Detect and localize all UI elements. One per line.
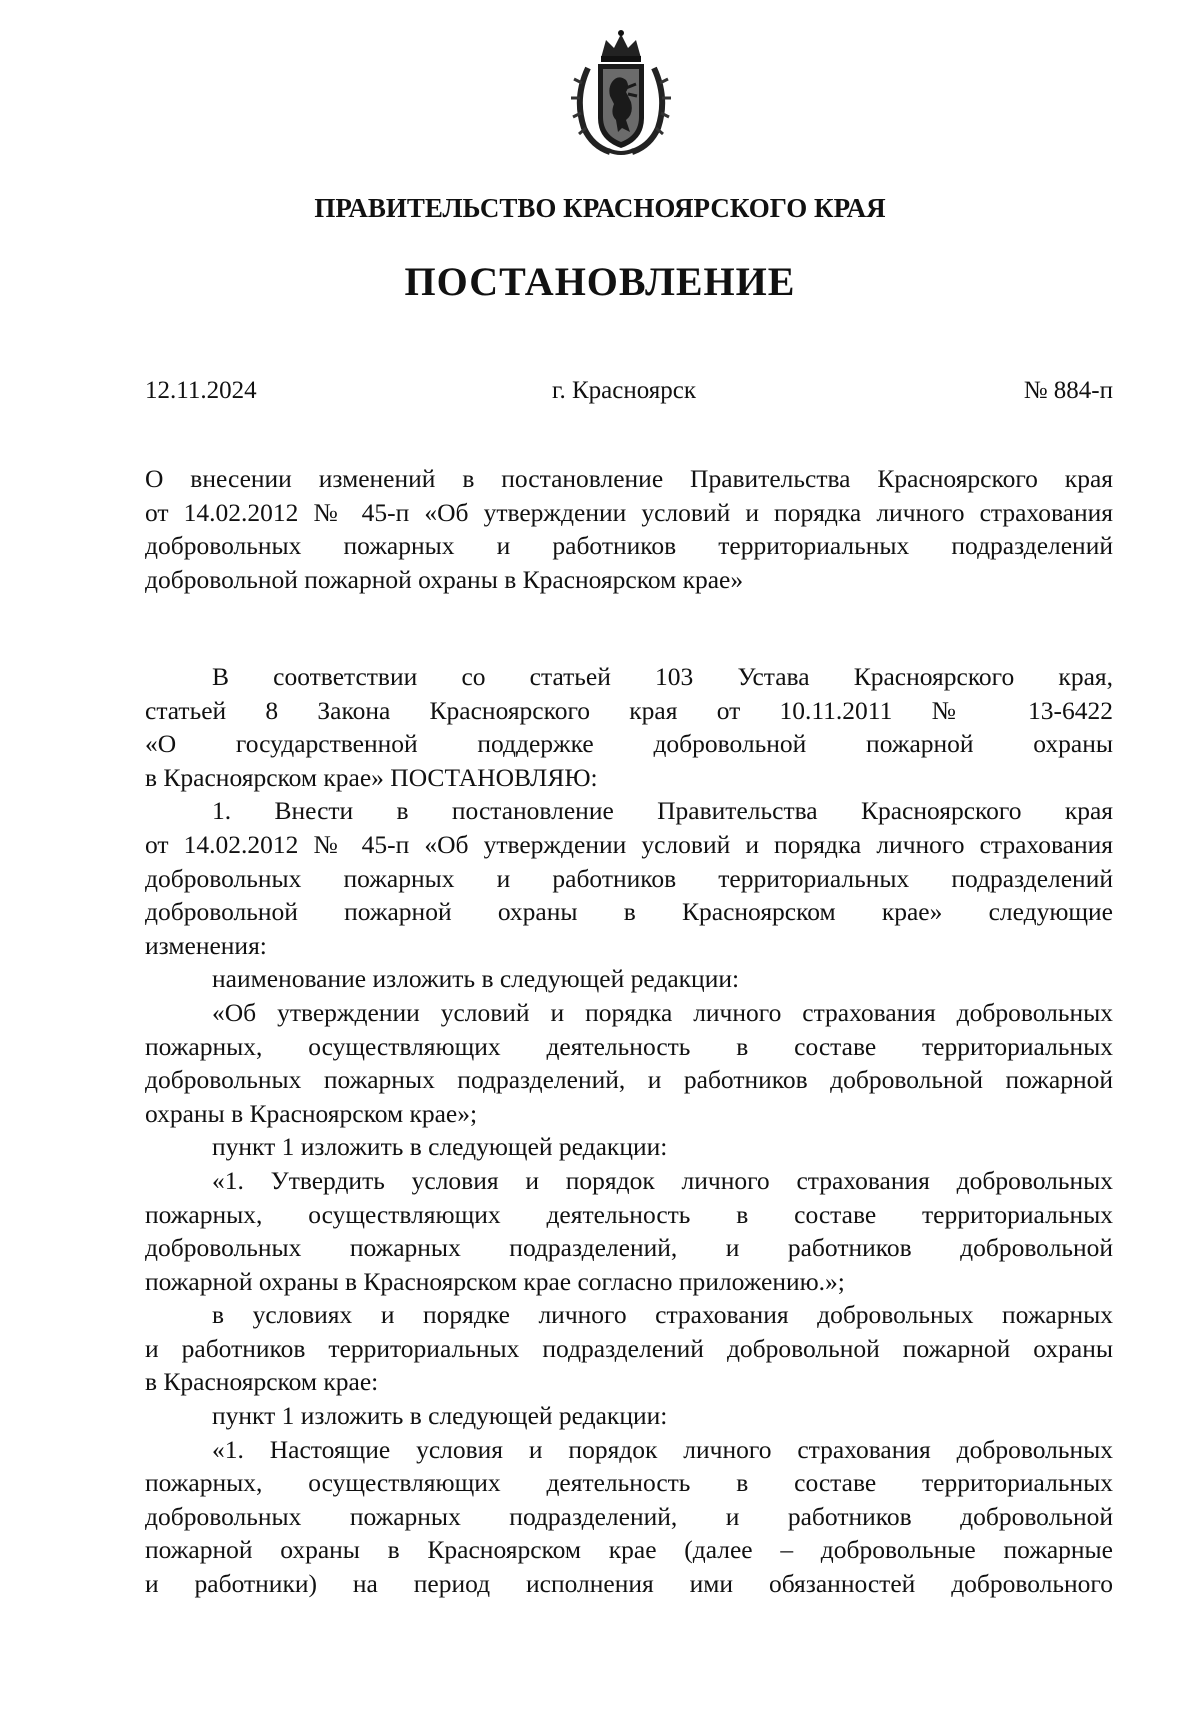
document-date: 12.11.2024 — [145, 377, 257, 404]
body-line: «Об утверждении условий и порядка личного страхования добровольных — [212, 997, 1113, 1027]
body-line: от 14.02.2012 № 45-п «Об утверждении условий и порядка личного страхования — [145, 829, 1113, 859]
document-body — [145, 660, 1113, 1601]
coat-of-arms-icon — [568, 28, 674, 158]
body-line: добровольных пожарных и работников территориальных подразделений — [145, 863, 1113, 893]
subject-line: от 14.02.2012 № 45-п «Об утверждении условий и порядка личного страхования — [145, 497, 1113, 527]
body-line: охраны в Красноярском крае»; — [145, 1098, 478, 1128]
body-line: пожарных, осуществляющих деятельность в составе территориальных — [145, 1031, 1113, 1061]
body-line: пожарной охраны в Красноярском крае согласно приложению.»; — [145, 1266, 845, 1296]
subject-line: О внесении изменений в постановление Правительства Красноярского края — [145, 464, 1113, 493]
body-line: добровольной пожарной охраны в Красноярском крае» следующие — [145, 897, 1113, 927]
body-line: и работники) на период исполнения ими обязанностей добровольного — [145, 1569, 1113, 1599]
body-line: пожарной охраны в Красноярском крае (далее – добровольные пожарные — [145, 1535, 1113, 1565]
body-line: В соответствии со статьей 103 Устава Красноярского края, — [212, 662, 1113, 691]
body-line: пожарных, осуществляющих деятельность в составе территориальных — [145, 1199, 1113, 1229]
document-number: № 884-п — [1023, 377, 1113, 404]
body-line: пожарных, осуществляющих деятельность в составе территориальных — [145, 1468, 1113, 1498]
body-line: пункт 1 изложить в следующей редакции: — [212, 1132, 668, 1162]
organization-name: ПРАВИТЕЛЬСТВО КРАСНОЯРСКОГО КРАЯ — [314, 193, 886, 223]
body-line: «1. Утвердить условия и порядок личного страхования добровольных — [212, 1165, 1113, 1195]
body-line: изменения: — [145, 930, 267, 960]
body-line: в условиях и порядке личного страхования добровольных пожарных — [212, 1300, 1113, 1330]
body-line: статьей 8 Закона Красноярского края от 10.11.2011 № 13-6422 — [145, 695, 1113, 725]
body-line: и работников территориальных подразделений добровольной пожарной охраны — [145, 1333, 1113, 1363]
body-line: 1. Внести в постановление Правительства Красноярского края — [212, 796, 1113, 826]
body-line: пункт 1 изложить в следующей редакции: — [212, 1401, 668, 1431]
body-line: «1. Настоящие условия и порядок личного страхования добровольных — [212, 1434, 1113, 1464]
body-line: добровольных пожарных подразделений, и работников добровольной — [145, 1501, 1113, 1531]
document-city: г. Красноярск — [552, 377, 696, 404]
document-subject — [145, 462, 1113, 596]
body-line: в Красноярском крае» ПОСТАНОВЛЯЮ: — [145, 762, 598, 792]
subject-line: добровольных пожарных и работников территориальных подразделений — [145, 531, 1113, 561]
body-line: добровольных пожарных подразделений, и работников добровольной пожарной — [145, 1065, 1113, 1095]
body-line: добровольных пожарных подразделений, и работников добровольной — [145, 1233, 1113, 1263]
body-line: в Красноярском крае: — [145, 1367, 379, 1397]
body-line: «О государственной поддержке добровольной пожарной охраны — [145, 729, 1113, 759]
subject-line: добровольной пожарной охраны в Красноярском крае» — [145, 564, 744, 594]
body-line: наименование изложить в следующей редакции: — [212, 964, 740, 994]
document-type-heading: ПОСТАНОВЛЕНИЕ — [404, 259, 796, 304]
